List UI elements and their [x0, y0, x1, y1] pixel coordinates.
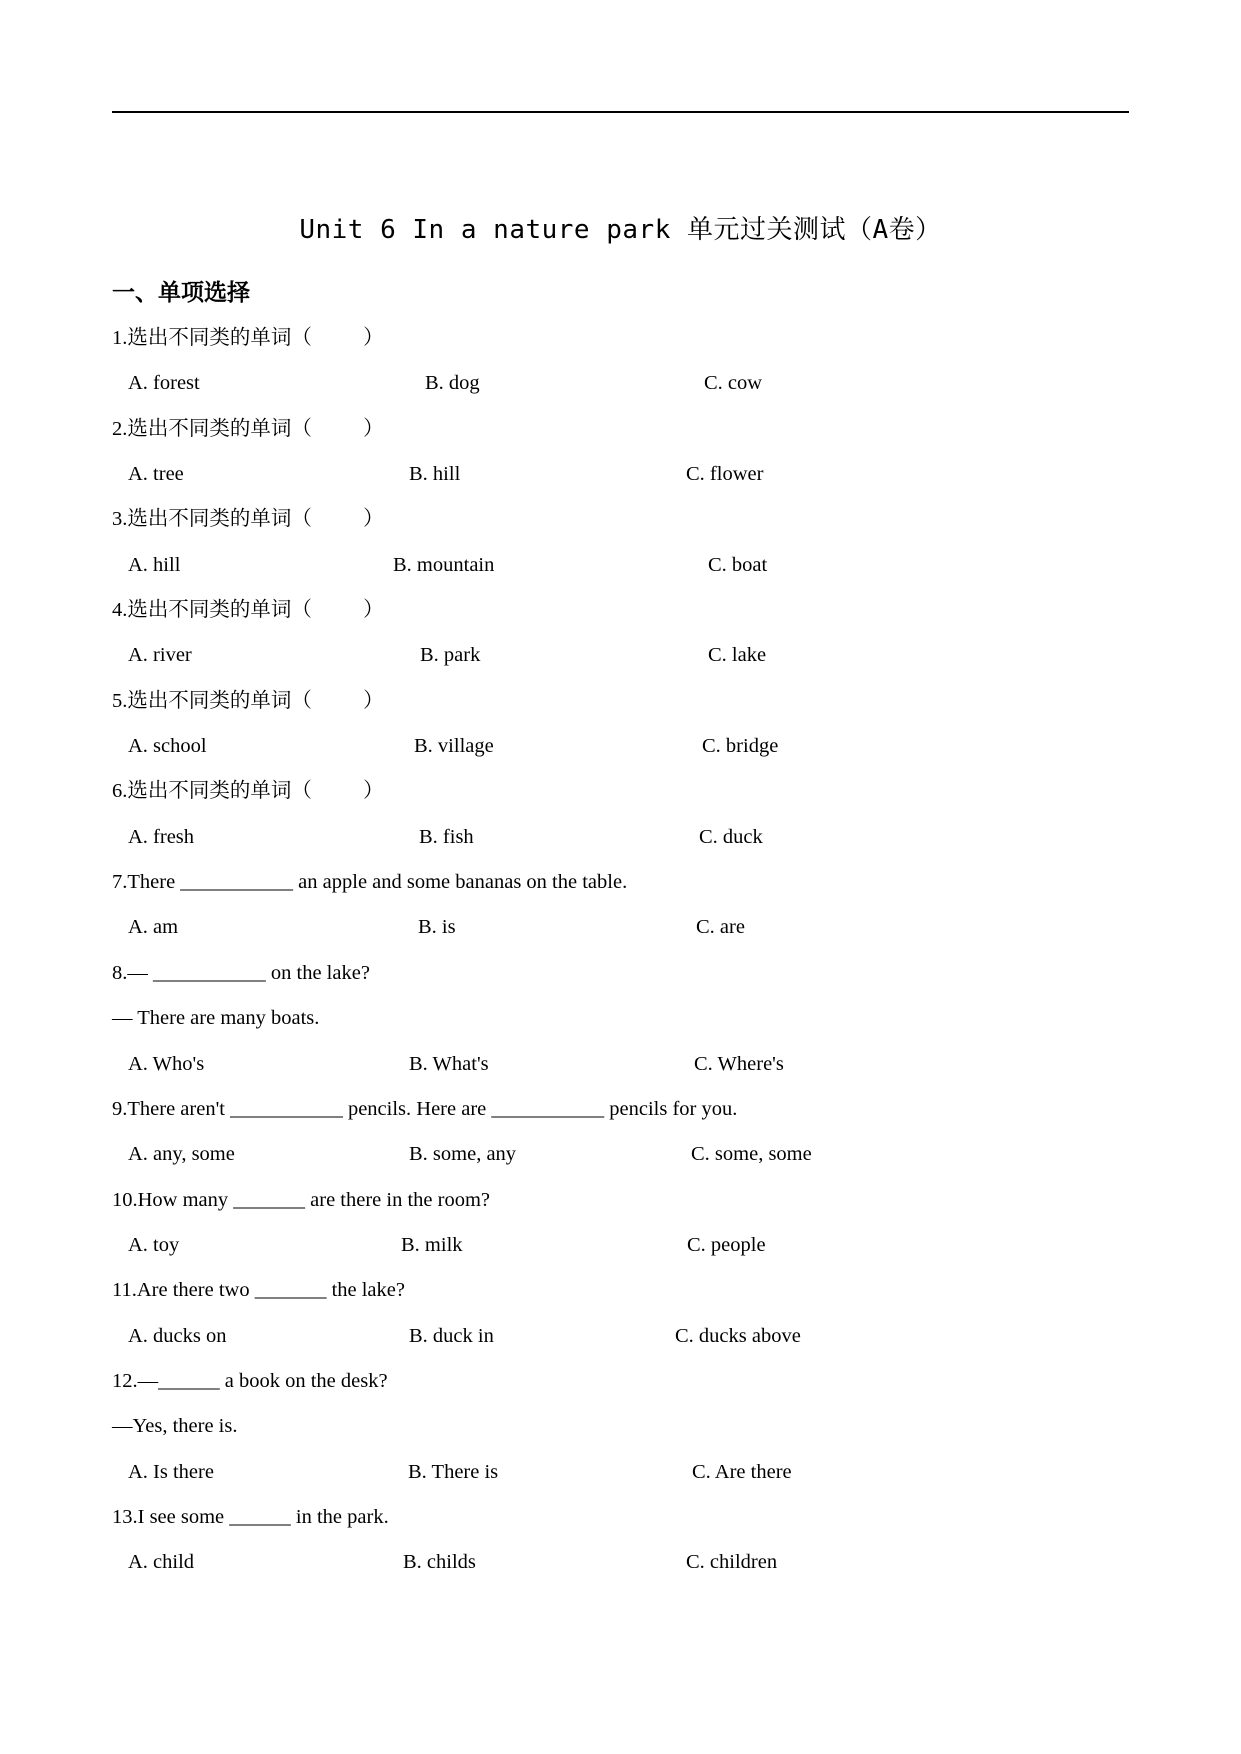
question-stem: 11.Are there two _______ the lake? [112, 1279, 405, 1302]
section-heading: 一、单项选择 [112, 280, 250, 306]
answer-options [112, 1048, 1129, 1093]
option-b[interactable]: B. There is [408, 1460, 499, 1483]
option-c[interactable]: C. are [696, 916, 745, 939]
answer-options [112, 367, 1129, 412]
question-stem: 8.— ___________ on the lake? [112, 961, 370, 984]
option-a[interactable]: A. forest [128, 372, 200, 395]
question-stem: 13.I see some ______ in the park. [112, 1505, 389, 1528]
question-response-line: — There are many boats. [112, 1007, 320, 1030]
option-b[interactable]: B. What's [409, 1052, 489, 1075]
question-stem: 6.选出不同类的单词（ ） [112, 780, 384, 803]
option-a[interactable]: A. tree [128, 463, 184, 486]
answer-options [112, 1456, 1129, 1501]
option-c[interactable]: C. duck [699, 825, 763, 848]
option-a[interactable]: A. toy [128, 1233, 180, 1256]
option-b[interactable]: B. milk [401, 1233, 463, 1256]
option-b[interactable]: B. is [418, 916, 456, 939]
option-b[interactable]: B. village [414, 735, 494, 758]
option-c[interactable]: C. people [687, 1233, 766, 1256]
answer-options [112, 1546, 1129, 1591]
option-c[interactable]: C. boat [708, 553, 768, 576]
option-a[interactable]: A. river [128, 644, 192, 667]
question-stem: 10.How many _______ are there in the room? [112, 1188, 491, 1211]
option-c[interactable]: C. Are there [692, 1460, 792, 1483]
answer-options [112, 911, 1129, 956]
option-a[interactable]: A. any, some [128, 1143, 235, 1166]
option-a[interactable]: A. hill [128, 553, 181, 576]
option-c[interactable]: C. children [686, 1551, 778, 1574]
answer-options [112, 549, 1129, 594]
answer-options [112, 458, 1129, 503]
question-stem: 12.—______ a book on the desk? [112, 1369, 388, 1392]
answer-options [112, 1320, 1129, 1365]
option-b[interactable]: B. some, any [409, 1143, 517, 1166]
question-stem: 1.选出不同类的单词（ ） [112, 327, 384, 349]
option-a[interactable]: A. child [128, 1551, 195, 1574]
option-b[interactable]: B. dog [425, 372, 480, 395]
question-response-line: —Yes, there is. [112, 1415, 238, 1438]
option-c[interactable]: C. ducks above [675, 1324, 801, 1347]
question-stem: 4.选出不同类的单词（ ） [112, 599, 384, 622]
answer-options [112, 1229, 1129, 1274]
option-b[interactable]: B. fish [419, 825, 474, 848]
option-b[interactable]: B. park [420, 644, 481, 667]
option-a[interactable]: A. fresh [128, 825, 195, 848]
answer-options [112, 1138, 1129, 1183]
option-a[interactable]: A. school [128, 735, 207, 758]
option-b[interactable]: B. hill [409, 463, 461, 486]
question-stem: 9.There aren't ___________ pencils. Here are ___________ pencils for you. [112, 1097, 738, 1120]
option-a[interactable]: A. am [128, 916, 179, 939]
option-a[interactable]: A. Who's [128, 1052, 205, 1075]
answer-options [112, 730, 1129, 775]
option-c[interactable]: C. flower [686, 463, 764, 486]
question-stem: 7.There ___________ an apple and some bananas on the table. [112, 871, 628, 894]
document-title: Unit 6 In a nature park 单元过关测试（A卷） [299, 215, 942, 245]
option-c[interactable]: C. bridge [702, 735, 779, 758]
option-b[interactable]: B. childs [403, 1551, 476, 1574]
header-rule [112, 111, 1129, 113]
option-b[interactable]: B. duck in [409, 1324, 494, 1347]
option-b[interactable]: B. mountain [393, 553, 495, 576]
question-stem: 5.选出不同类的单词（ ） [112, 689, 384, 712]
answer-options [112, 821, 1129, 866]
option-c[interactable]: C. Where's [694, 1052, 784, 1075]
option-c[interactable]: C. lake [708, 644, 767, 667]
option-c[interactable]: C. some, some [691, 1143, 812, 1166]
question-stem: 2.选出不同类的单词（ ） [112, 417, 384, 440]
question-list [112, 322, 1129, 1592]
option-a[interactable]: A. Is there [128, 1460, 214, 1483]
option-c[interactable]: C. cow [704, 372, 763, 395]
answer-options [112, 639, 1129, 684]
question-stem: 3.选出不同类的单词（ ） [112, 508, 384, 531]
option-a[interactable]: A. ducks on [128, 1324, 227, 1347]
